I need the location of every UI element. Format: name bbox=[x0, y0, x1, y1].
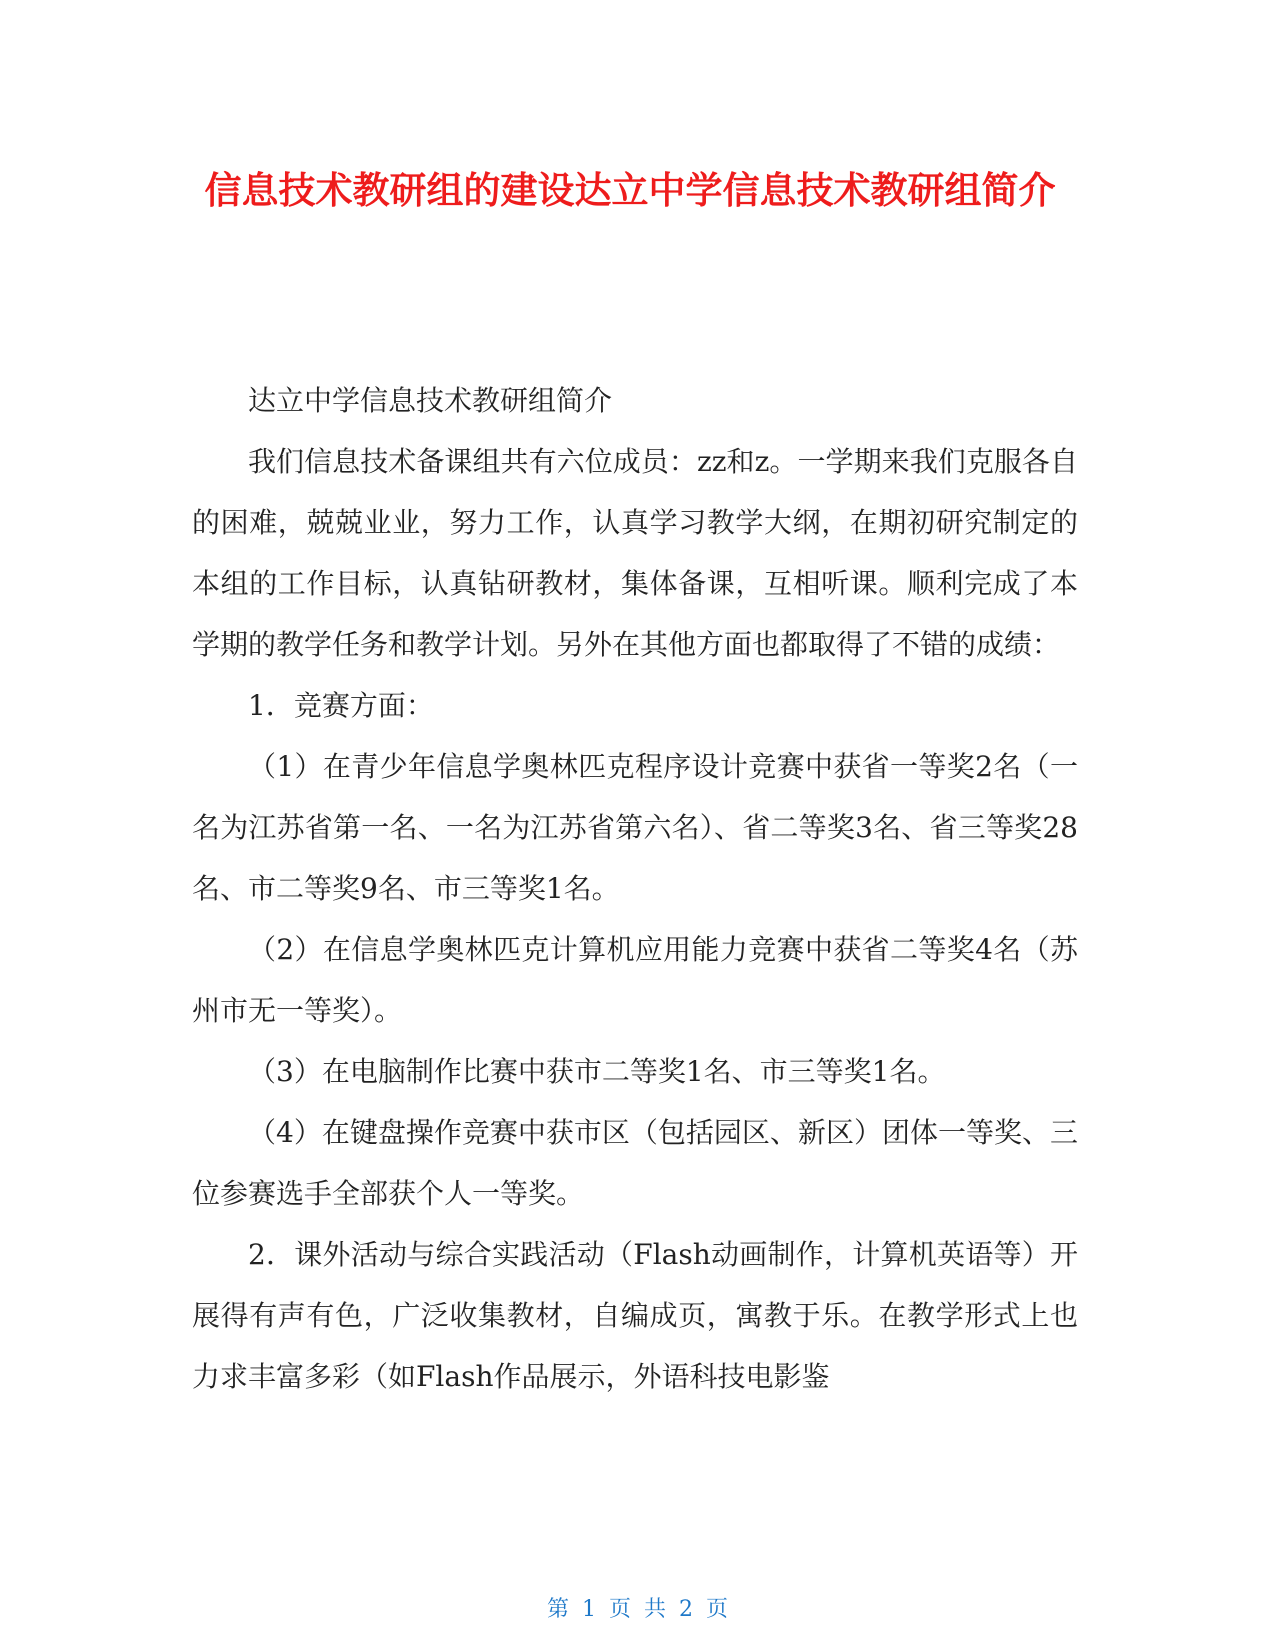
paragraph-section-2: 2．课外活动与综合实践活动（Flash动画制作，计算机英语等）开展得有声有色，广泛收集教材，自编成页，寓教于乐。在教学形式上也力求丰富多彩（如Flash作品展示，外语科技电影鉴 bbox=[192, 1238, 1078, 1393]
document-body bbox=[192, 370, 1078, 1407]
page-number-footer: 第 1 页 共 2 页 bbox=[547, 1597, 728, 1622]
paragraph-item-1: （1）在青少年信息学奥林匹克程序设计竞赛中获省一等奖2名（一名为江苏省第一名、一名为江苏省第六名）、省二等奖3名、省三等奖28名、市二等奖9名、市三等奖1名。 bbox=[192, 750, 1078, 905]
paragraph-item-3: （3）在电脑制作比赛中获市二等奖1名、市三等奖1名。 bbox=[248, 1055, 946, 1088]
paragraph-intro: 我们信息技术备课组共有六位成员：zz和z。一学期来我们克服各自的困难，兢兢业业，努力工作，认真学习教学大纲，在期初研究制定的本组的工作目标，认真钻研教材，集体备课，互相听课。顺利完成了本学期的教学任务和教学计划。另外在其他方面也都取得了不错的成绩： bbox=[192, 445, 1078, 661]
paragraph-item-4: （4）在键盘操作竞赛中获市区（包括园区、新区）团体一等奖、三位参赛选手全部获个人一等奖。 bbox=[192, 1116, 1078, 1210]
document-title: 信息技术教研组的建设达立中学信息技术教研组简介 bbox=[204, 169, 1056, 212]
paragraph-subtitle: 达立中学信息技术教研组简介 bbox=[248, 384, 613, 417]
paragraph-section-1: 1．竞赛方面： bbox=[248, 689, 434, 722]
paragraph-item-2: （2）在信息学奥林匹克计算机应用能力竞赛中获省二等奖4名（苏州市无一等奖）。 bbox=[192, 933, 1078, 1027]
